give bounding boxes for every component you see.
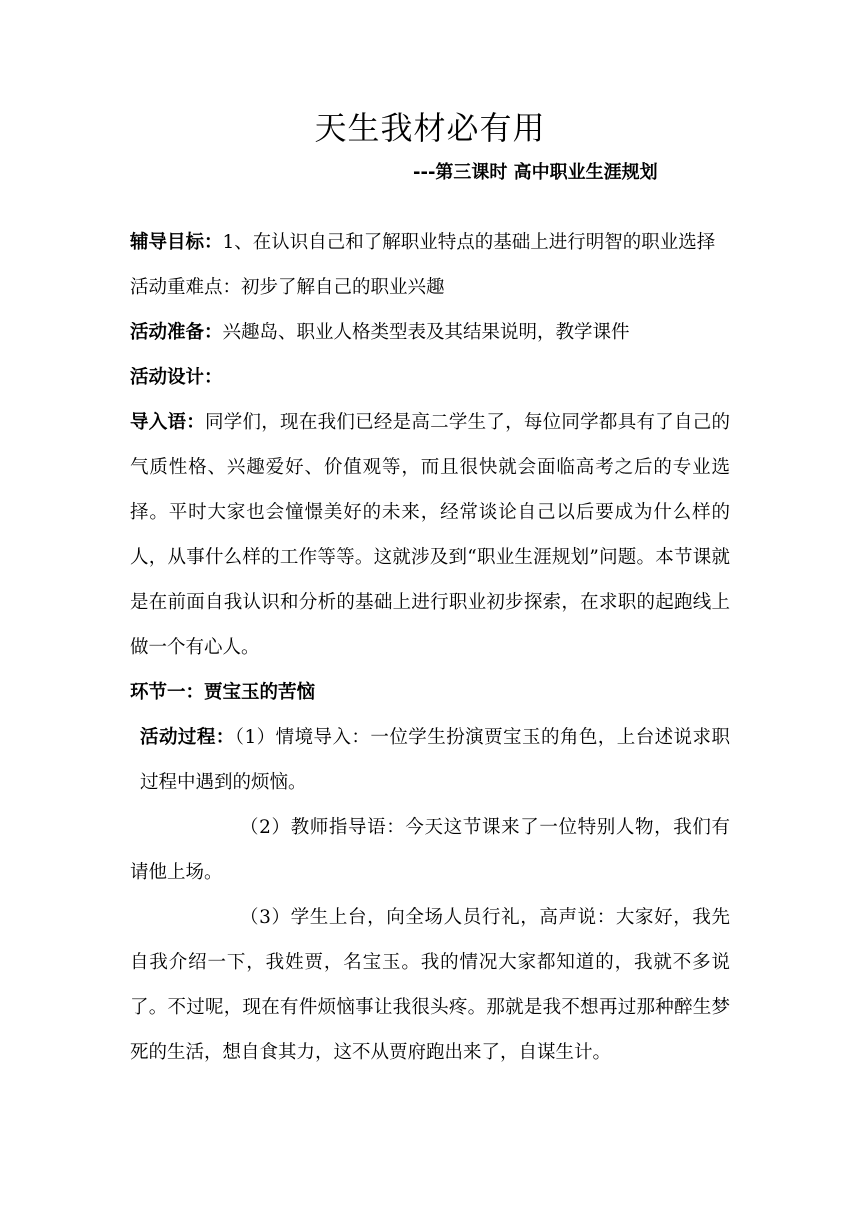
document-body <box>130 220 730 1075</box>
design-label: 活动设计： <box>130 367 223 388</box>
process-step2-paragraph <box>130 805 730 895</box>
intro-label: 导入语： <box>130 412 206 433</box>
preparation-text: 兴趣岛、职业人格类型表及其结果说明，教学课件 <box>222 322 630 343</box>
preparation-label: 活动准备： <box>130 322 223 343</box>
section1-heading <box>130 670 730 715</box>
process-step3-text: （3）学生上台，向全场人员行礼，高声说：大家好，我先自我介绍一下，我姓贾，名宝玉。我的情况大家都知道的，我就不多说了。不过呢，现在有件烦恼事让我很头疼。那就是我不想再过那种醉生梦死的生活，想自食其力，这不从贾府跑出来了，自谋生计。 <box>130 907 730 1063</box>
section1-heading-text: 环节一：贾宝玉的苦恼 <box>130 682 316 703</box>
goal-label: 辅导目标： <box>130 232 223 253</box>
document-subtitle: ---第三课时 高中职业生涯规划 <box>413 162 658 183</box>
process-step2-text: （2）教师指导语：今天这节课来了一位特别人物，我们有请他上场。 <box>130 817 730 883</box>
process-step1-text: （1）情境导入：一位学生扮演贾宝玉的角色，上台述说求职过程中遇到的烦恼。 <box>140 727 730 793</box>
intro-text: 同学们，现在我们已经是高二学生了，每位同学都具有了自己的气质性格、兴趣爱好、价值观等，而且很快就会面临高考之后的专业选择。平时大家也会憧憬美好的未来，经常谈论自己以后要成为什么样的人，从事什么样的工作等等。这就涉及到“职业生涯规划”问题。本节课就是在前面自我认识和分析的基础上进行职业初步探索，在求职的起跑线上做一个有心人。 <box>130 412 730 658</box>
process-step1-paragraph <box>130 715 730 805</box>
preparation-paragraph <box>130 310 730 355</box>
process-label: 活动过程： <box>140 727 235 748</box>
key-points-text: 活动重难点：初步了解自己的职业兴趣 <box>130 277 445 298</box>
intro-paragraph <box>130 400 730 670</box>
goal-paragraph <box>130 220 730 265</box>
process-step3-paragraph <box>130 895 730 1075</box>
document-title: 天生我材必有用 <box>314 109 546 147</box>
goal-text: 1、在认识自己和了解职业特点的基础上进行明智的职业选择 <box>222 232 716 253</box>
design-paragraph <box>130 355 730 400</box>
key-points-paragraph <box>130 265 730 310</box>
